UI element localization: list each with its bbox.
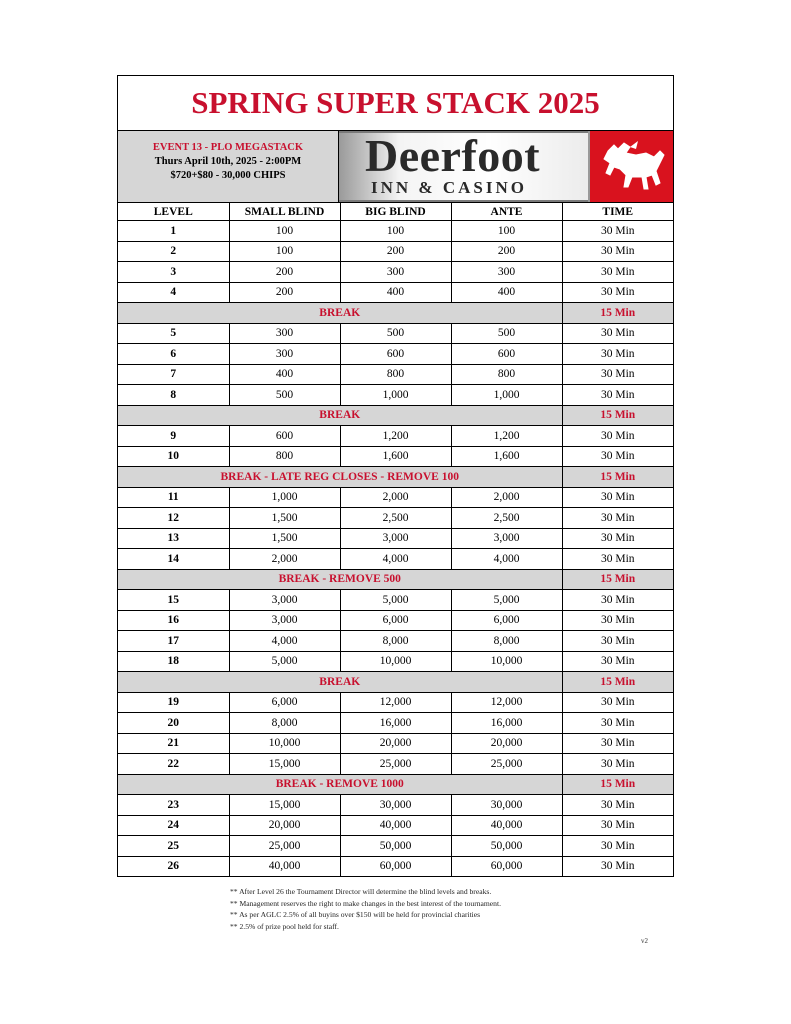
time-cell: 30 Min: [562, 631, 673, 652]
horse-logo-icon: [588, 131, 673, 202]
small-blind-cell: 25,000: [229, 836, 340, 857]
level-cell: 8: [118, 385, 229, 406]
small-blind-cell: 5,000: [229, 651, 340, 672]
small-blind-cell: 1,000: [229, 487, 340, 508]
ante-cell: 2,000: [451, 487, 562, 508]
level-cell: 14: [118, 549, 229, 570]
big-blind-cell: 40,000: [340, 815, 451, 836]
small-blind-cell: 15,000: [229, 754, 340, 775]
event-header: [118, 131, 673, 203]
table-row: [118, 487, 673, 508]
level-cell: 6: [118, 344, 229, 365]
time-cell: 30 Min: [562, 836, 673, 857]
big-blind-cell: 10,000: [340, 651, 451, 672]
ante-cell: 500: [451, 323, 562, 344]
small-blind-cell: 200: [229, 262, 340, 283]
big-blind-cell: 200: [340, 241, 451, 262]
level-cell: 25: [118, 836, 229, 857]
header-small-blind: SMALL BLIND: [229, 203, 340, 221]
level-cell: 21: [118, 733, 229, 754]
table-row: [118, 754, 673, 775]
table-row: [118, 836, 673, 857]
big-blind-cell: 2,500: [340, 508, 451, 529]
big-blind-cell: 1,600: [340, 446, 451, 467]
small-blind-cell: 100: [229, 241, 340, 262]
big-blind-cell: 800: [340, 364, 451, 385]
ante-cell: 100: [451, 221, 562, 242]
ante-cell: 8,000: [451, 631, 562, 652]
big-blind-cell: 300: [340, 262, 451, 283]
big-blind-cell: 1,000: [340, 385, 451, 406]
header-level: LEVEL: [118, 203, 229, 221]
big-blind-cell: 600: [340, 344, 451, 365]
footnote: ** Management reserves the right to make changes in the best interest of the tournament.: [230, 898, 501, 908]
table-row: [118, 815, 673, 836]
level-cell: 16: [118, 610, 229, 631]
time-cell: 30 Min: [562, 487, 673, 508]
break-label: BREAK: [118, 672, 562, 693]
big-blind-cell: 2,000: [340, 487, 451, 508]
big-blind-cell: 16,000: [340, 713, 451, 734]
time-cell: 30 Min: [562, 446, 673, 467]
table-row: [118, 590, 673, 611]
header-big-blind: BIG BLIND: [340, 203, 451, 221]
ante-cell: 20,000: [451, 733, 562, 754]
table-row: [118, 528, 673, 549]
time-cell: 30 Min: [562, 426, 673, 447]
small-blind-cell: 6,000: [229, 692, 340, 713]
level-cell: 11: [118, 487, 229, 508]
ante-cell: 30,000: [451, 795, 562, 816]
table-row: [118, 508, 673, 529]
level-cell: 7: [118, 364, 229, 385]
big-blind-cell: 500: [340, 323, 451, 344]
table-row: [118, 262, 673, 283]
small-blind-cell: 100: [229, 221, 340, 242]
footnote: ** 2.5% of prize pool held for staff.: [230, 921, 339, 931]
table-row: [118, 282, 673, 303]
table-row: [118, 651, 673, 672]
time-cell: 30 Min: [562, 610, 673, 631]
time-cell: 30 Min: [562, 262, 673, 283]
small-blind-cell: 4,000: [229, 631, 340, 652]
big-blind-cell: 60,000: [340, 856, 451, 876]
break-label: BREAK: [118, 405, 562, 426]
break-label: BREAK: [118, 303, 562, 324]
ante-cell: 4,000: [451, 549, 562, 570]
small-blind-cell: 2,000: [229, 549, 340, 570]
level-cell: 20: [118, 713, 229, 734]
level-cell: 10: [118, 446, 229, 467]
break-time: 15 Min: [562, 303, 673, 324]
level-cell: 4: [118, 282, 229, 303]
time-cell: 30 Min: [562, 282, 673, 303]
ante-cell: 800: [451, 364, 562, 385]
time-cell: 30 Min: [562, 528, 673, 549]
table-row: [118, 364, 673, 385]
break-row: [118, 774, 673, 795]
big-blind-cell: 50,000: [340, 836, 451, 857]
header-time: TIME: [562, 203, 673, 221]
ante-cell: 40,000: [451, 815, 562, 836]
small-blind-cell: 3,000: [229, 590, 340, 611]
small-blind-cell: 200: [229, 282, 340, 303]
time-cell: 30 Min: [562, 364, 673, 385]
small-blind-cell: 10,000: [229, 733, 340, 754]
small-blind-cell: 500: [229, 385, 340, 406]
table-row: [118, 795, 673, 816]
level-cell: 18: [118, 651, 229, 672]
ante-cell: 1,600: [451, 446, 562, 467]
time-cell: 30 Min: [562, 385, 673, 406]
event-buyin: $720+$80 - 30,000 CHIPS: [170, 170, 286, 181]
level-cell: 13: [118, 528, 229, 549]
table-row: [118, 426, 673, 447]
time-cell: 30 Min: [562, 651, 673, 672]
small-blind-cell: 8,000: [229, 713, 340, 734]
break-time: 15 Min: [562, 672, 673, 693]
small-blind-cell: 600: [229, 426, 340, 447]
time-cell: 30 Min: [562, 508, 673, 529]
table-header-row: [118, 203, 673, 221]
table-row: [118, 733, 673, 754]
table-row: [118, 323, 673, 344]
big-blind-cell: 25,000: [340, 754, 451, 775]
small-blind-cell: 15,000: [229, 795, 340, 816]
big-blind-cell: 8,000: [340, 631, 451, 652]
ante-cell: 50,000: [451, 836, 562, 857]
header-ante: ANTE: [451, 203, 562, 221]
time-cell: 30 Min: [562, 692, 673, 713]
casino-logo: [339, 131, 673, 202]
logo-subtitle: INN & CASINO: [371, 178, 527, 197]
big-blind-cell: 20,000: [340, 733, 451, 754]
small-blind-cell: 800: [229, 446, 340, 467]
big-blind-cell: 4,000: [340, 549, 451, 570]
level-cell: 17: [118, 631, 229, 652]
level-cell: 9: [118, 426, 229, 447]
table-row: [118, 631, 673, 652]
small-blind-cell: 400: [229, 364, 340, 385]
time-cell: 30 Min: [562, 713, 673, 734]
level-cell: 5: [118, 323, 229, 344]
break-time: 15 Min: [562, 467, 673, 488]
event-name: EVENT 13 - PLO MEGASTACK: [152, 142, 304, 153]
break-row: [118, 405, 673, 426]
ante-cell: 16,000: [451, 713, 562, 734]
level-cell: 15: [118, 590, 229, 611]
ante-cell: 10,000: [451, 651, 562, 672]
break-time: 15 Min: [562, 569, 673, 590]
level-cell: 23: [118, 795, 229, 816]
level-cell: 3: [118, 262, 229, 283]
break-row: [118, 467, 673, 488]
ante-cell: 5,000: [451, 590, 562, 611]
table-row: [118, 221, 673, 242]
event-info: [118, 131, 339, 202]
ante-cell: 3,000: [451, 528, 562, 549]
small-blind-cell: 20,000: [229, 815, 340, 836]
small-blind-cell: 1,500: [229, 528, 340, 549]
time-cell: 30 Min: [562, 549, 673, 570]
footnotes: [230, 886, 501, 932]
time-cell: 30 Min: [562, 344, 673, 365]
blind-structure-sheet: [117, 75, 674, 877]
ante-cell: 6,000: [451, 610, 562, 631]
ante-cell: 12,000: [451, 692, 562, 713]
ante-cell: 1,200: [451, 426, 562, 447]
big-blind-cell: 1,200: [340, 426, 451, 447]
small-blind-cell: 3,000: [229, 610, 340, 631]
break-row: [118, 303, 673, 324]
small-blind-cell: 300: [229, 344, 340, 365]
level-cell: 26: [118, 856, 229, 876]
table-row: [118, 692, 673, 713]
footnote: ** After Level 26 the Tournament Director will determine the blind levels and breaks.: [230, 887, 492, 896]
level-cell: 24: [118, 815, 229, 836]
big-blind-cell: 400: [340, 282, 451, 303]
time-cell: 30 Min: [562, 221, 673, 242]
small-blind-cell: 300: [229, 323, 340, 344]
level-cell: 1: [118, 221, 229, 242]
table-row: [118, 856, 673, 876]
big-blind-cell: 6,000: [340, 610, 451, 631]
ante-cell: 1,000: [451, 385, 562, 406]
small-blind-cell: 1,500: [229, 508, 340, 529]
event-datetime: Thurs April 10th, 2025 - 2:00PM: [154, 156, 302, 167]
table-row: [118, 549, 673, 570]
break-time: 15 Min: [562, 405, 673, 426]
big-blind-cell: 30,000: [340, 795, 451, 816]
footnote: ** As per AGLC 2.5% of all buyins over $150 will be held for provincial charities: [230, 910, 481, 919]
break-row: [118, 569, 673, 590]
ante-cell: 600: [451, 344, 562, 365]
break-row: [118, 672, 673, 693]
big-blind-cell: 12,000: [340, 692, 451, 713]
time-cell: 30 Min: [562, 590, 673, 611]
table-row: [118, 385, 673, 406]
table-row: [118, 344, 673, 365]
break-time: 15 Min: [562, 774, 673, 795]
ante-cell: 2,500: [451, 508, 562, 529]
big-blind-cell: 5,000: [340, 590, 451, 611]
time-cell: 30 Min: [562, 856, 673, 876]
version-label: v2: [641, 937, 648, 945]
time-cell: 30 Min: [562, 241, 673, 262]
level-cell: 19: [118, 692, 229, 713]
time-cell: 30 Min: [562, 815, 673, 836]
page-title: SPRING SUPER STACK 2025: [118, 76, 673, 131]
break-label: BREAK - LATE REG CLOSES - REMOVE 100: [118, 467, 562, 488]
time-cell: 30 Min: [562, 733, 673, 754]
time-cell: 30 Min: [562, 795, 673, 816]
level-cell: 22: [118, 754, 229, 775]
ante-cell: 200: [451, 241, 562, 262]
level-cell: 12: [118, 508, 229, 529]
break-label: BREAK - REMOVE 500: [118, 569, 562, 590]
big-blind-cell: 100: [340, 221, 451, 242]
ante-cell: 60,000: [451, 856, 562, 876]
logo-wordmark: Deerfoot: [365, 130, 541, 181]
big-blind-cell: 3,000: [340, 528, 451, 549]
table-row: [118, 446, 673, 467]
ante-cell: 300: [451, 262, 562, 283]
ante-cell: 25,000: [451, 754, 562, 775]
small-blind-cell: 40,000: [229, 856, 340, 876]
table-row: [118, 610, 673, 631]
table-row: [118, 713, 673, 734]
time-cell: 30 Min: [562, 323, 673, 344]
time-cell: 30 Min: [562, 754, 673, 775]
break-label: BREAK - REMOVE 1000: [118, 774, 562, 795]
blind-table: [118, 203, 673, 876]
ante-cell: 400: [451, 282, 562, 303]
table-row: [118, 241, 673, 262]
level-cell: 2: [118, 241, 229, 262]
